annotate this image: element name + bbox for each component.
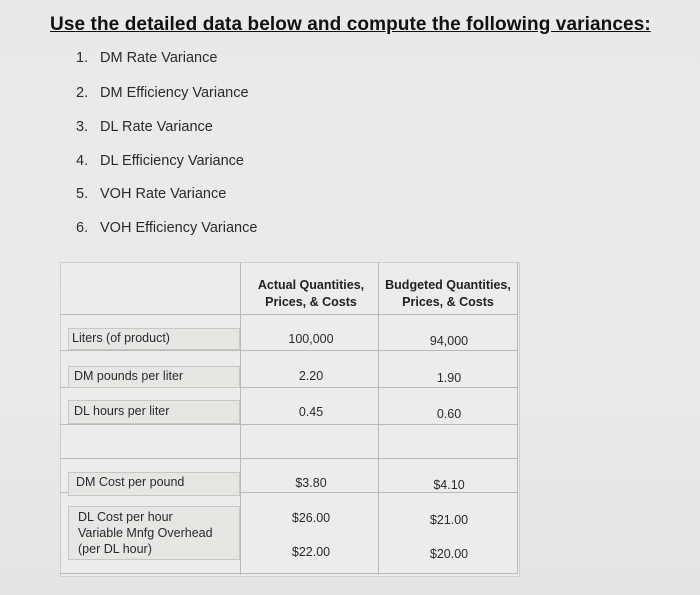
actual-column-header: Actual Quantities, Prices, & Costs	[257, 278, 365, 309]
list-item: 6. VOH Efficiency Variance	[76, 220, 258, 236]
data-table	[60, 262, 520, 577]
actual-value: 0.45	[298, 405, 324, 419]
list-item: 3. DL Rate Variance	[76, 119, 213, 135]
row-label: DL hours per liter	[74, 404, 170, 418]
row-label: (per DL hour)	[78, 542, 152, 556]
actual-value: 100,000	[288, 332, 334, 346]
list-item: 2. DM Efficiency Variance	[76, 85, 249, 101]
row-label: DM Cost per pound	[76, 475, 185, 489]
table-divider	[60, 350, 518, 351]
list-item: 1. DM Rate Variance	[76, 50, 218, 66]
table-divider	[517, 262, 518, 575]
actual-value: $3.80	[295, 476, 327, 490]
actual-value: $26.00	[291, 511, 331, 525]
table-divider	[60, 458, 518, 459]
row-label: Liters (of product)	[72, 331, 170, 345]
actual-value: $22.00	[291, 545, 331, 559]
row-label: DL Cost per hour	[78, 510, 173, 524]
row-label: Variable Mnfg Overhead	[78, 526, 213, 540]
actual-value: 2.20	[298, 369, 324, 383]
page-heading: Use the detailed data below and compute the following variances:	[50, 14, 651, 35]
budgeted-value: 1.90	[436, 371, 462, 385]
budgeted-column-header: Budgeted Quantities, Prices, & Costs	[385, 278, 511, 309]
table-divider	[60, 314, 518, 315]
row-label: DM pounds per liter	[74, 369, 184, 383]
list-item: 4. DL Efficiency Variance	[76, 153, 244, 169]
budgeted-value: $4.10	[433, 478, 465, 492]
table-divider	[60, 573, 518, 574]
list-item: 5. VOH Rate Variance	[76, 186, 227, 202]
table-divider	[378, 262, 379, 575]
budgeted-value: 94,000	[429, 334, 469, 348]
table-divider	[60, 424, 518, 425]
budgeted-value: 0.60	[436, 407, 462, 421]
table-divider	[240, 262, 241, 575]
budgeted-value: $21.00	[429, 513, 469, 527]
budgeted-value: $20.00	[429, 547, 469, 561]
